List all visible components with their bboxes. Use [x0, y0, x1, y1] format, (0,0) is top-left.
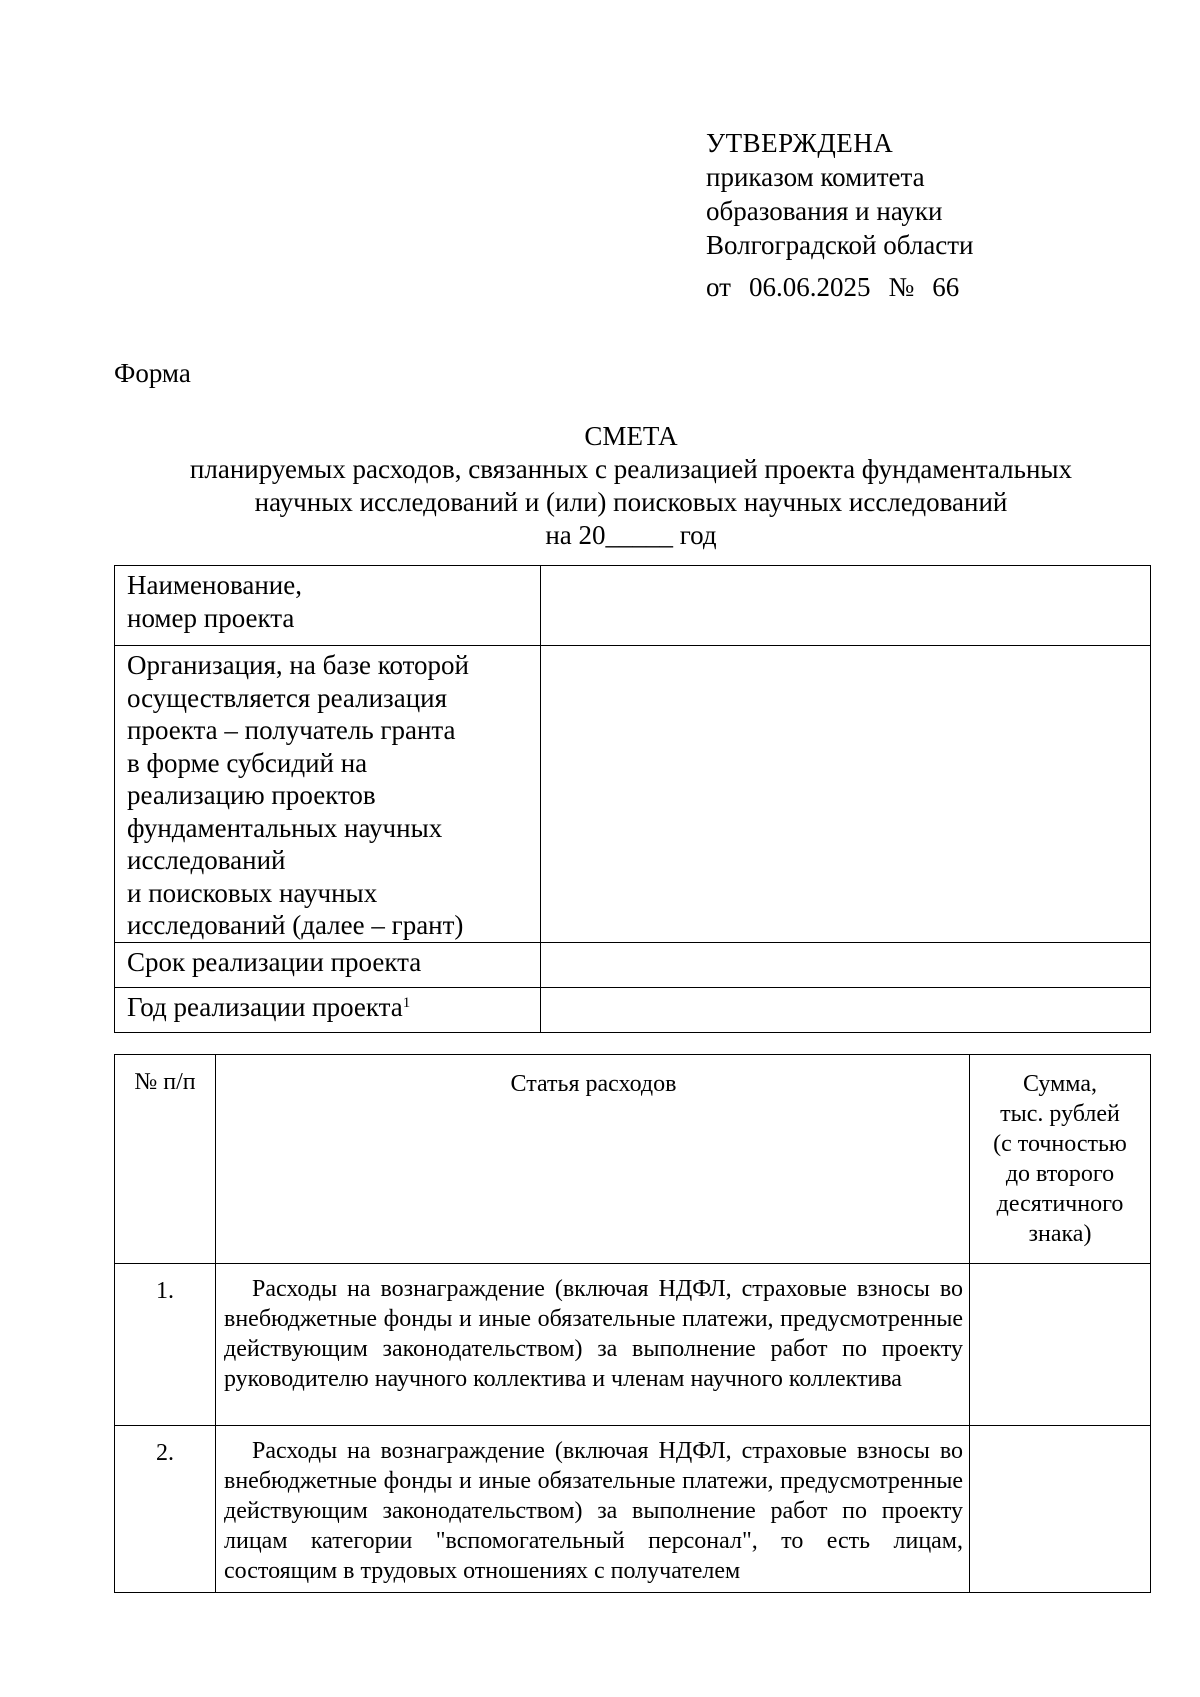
table-row [115, 1426, 1151, 1593]
term-value[interactable] [541, 942, 1151, 987]
organization-label [115, 646, 541, 943]
label-line: в форме субсидий на [127, 747, 368, 778]
table-row [115, 942, 1151, 987]
header-sum-line: тыс. рублей [1000, 1101, 1120, 1127]
order-number: 66 [932, 272, 960, 302]
title-subtitle: планируемых расходов, связанных с реализацией проекта фундаментальных [189, 454, 1073, 484]
label-line: фундаментальных научных [127, 812, 443, 843]
organization-value[interactable] [541, 646, 1151, 943]
row-sum[interactable] [970, 1426, 1151, 1593]
row-number: 1. [115, 1264, 216, 1426]
header-item: Статья расходов [216, 1055, 970, 1264]
document-title [114, 420, 1148, 552]
row-sum[interactable] [970, 1264, 1151, 1426]
label-line: исследований (далее – грант) [127, 910, 464, 940]
row-description [216, 1426, 970, 1593]
row-description-text: Расходы на вознаграждение (включая НДФЛ, страховые взносы во внебюджетные фонды и иные обязательные платежи, предусмотренные действующим законодательством) за выполнение работ по проекту руководителю научного коллектива и членам научного коллектива [224, 1276, 963, 1392]
table-row [115, 566, 1151, 646]
year-label [115, 987, 541, 1032]
approval-stamp [706, 126, 977, 304]
title-subtitle: научных исследований и (или) поисковых научных исследований [254, 487, 1008, 517]
label-line: проекта – получатель гранта [127, 715, 456, 745]
year-value[interactable] [541, 987, 1151, 1032]
form-label: Форма [114, 358, 191, 388]
order-date: 06.06.2025 [748, 272, 871, 302]
approval-title: УТВЕРЖДЕНА [706, 128, 894, 158]
project-info-table [114, 565, 1151, 1033]
title-main: СМЕТА [584, 421, 678, 451]
label-line: исследований [127, 845, 286, 875]
row-number: 2. [115, 1426, 216, 1593]
row-description-text: Расходы на вознаграждение (включая НДФЛ, страховые взносы во внебюджетные фонды и иные обязательные платежи, предусмотренные действующим законодательством) за выполнение работ по проекту лицам категории "вспомогательный персонал", то есть лицам, состоящим в трудовых отношениях с получателем [224, 1438, 963, 1584]
order-date-number [706, 270, 977, 304]
header-num: № п/п [115, 1055, 216, 1264]
row-description [216, 1264, 970, 1426]
year-label-text: Год реализации проекта [127, 991, 403, 1022]
header-sum-line: Сумма, [1023, 1071, 1097, 1097]
table-header-row [115, 1055, 1151, 1264]
header-sum-line: до второго [1005, 1161, 1115, 1187]
approval-line: Волгоградской области [706, 230, 974, 260]
label-line: Наименование, [127, 570, 302, 600]
date-prefix: от [706, 272, 731, 302]
term-label: Срок реализации проекта [115, 942, 541, 987]
label-line: и поисковых научных [127, 877, 378, 908]
expense-table [114, 1054, 1151, 1593]
header-sum-line: десятичного [996, 1191, 1124, 1217]
header-sum-line: (с точностью [993, 1131, 1127, 1157]
label-line: реализацию проектов [127, 780, 376, 810]
footnote-marker: 1 [402, 994, 411, 1011]
number-prefix: № [888, 272, 915, 302]
project-name-value[interactable] [541, 566, 1151, 646]
approval-line: образования и науки [706, 196, 943, 226]
label-line: осуществляется реализация [127, 682, 448, 713]
label-line: Организация, на базе которой [127, 650, 470, 680]
project-name-label [115, 566, 541, 646]
title-year: на 20_____ год [545, 520, 717, 550]
table-row [115, 1264, 1151, 1426]
header-sum [970, 1055, 1151, 1264]
header-sum-line: знака) [1028, 1221, 1092, 1247]
table-row [115, 646, 1151, 943]
table-row [115, 987, 1151, 1032]
approval-line: приказом комитета [706, 162, 925, 192]
label-line: номер проекта [127, 602, 295, 633]
